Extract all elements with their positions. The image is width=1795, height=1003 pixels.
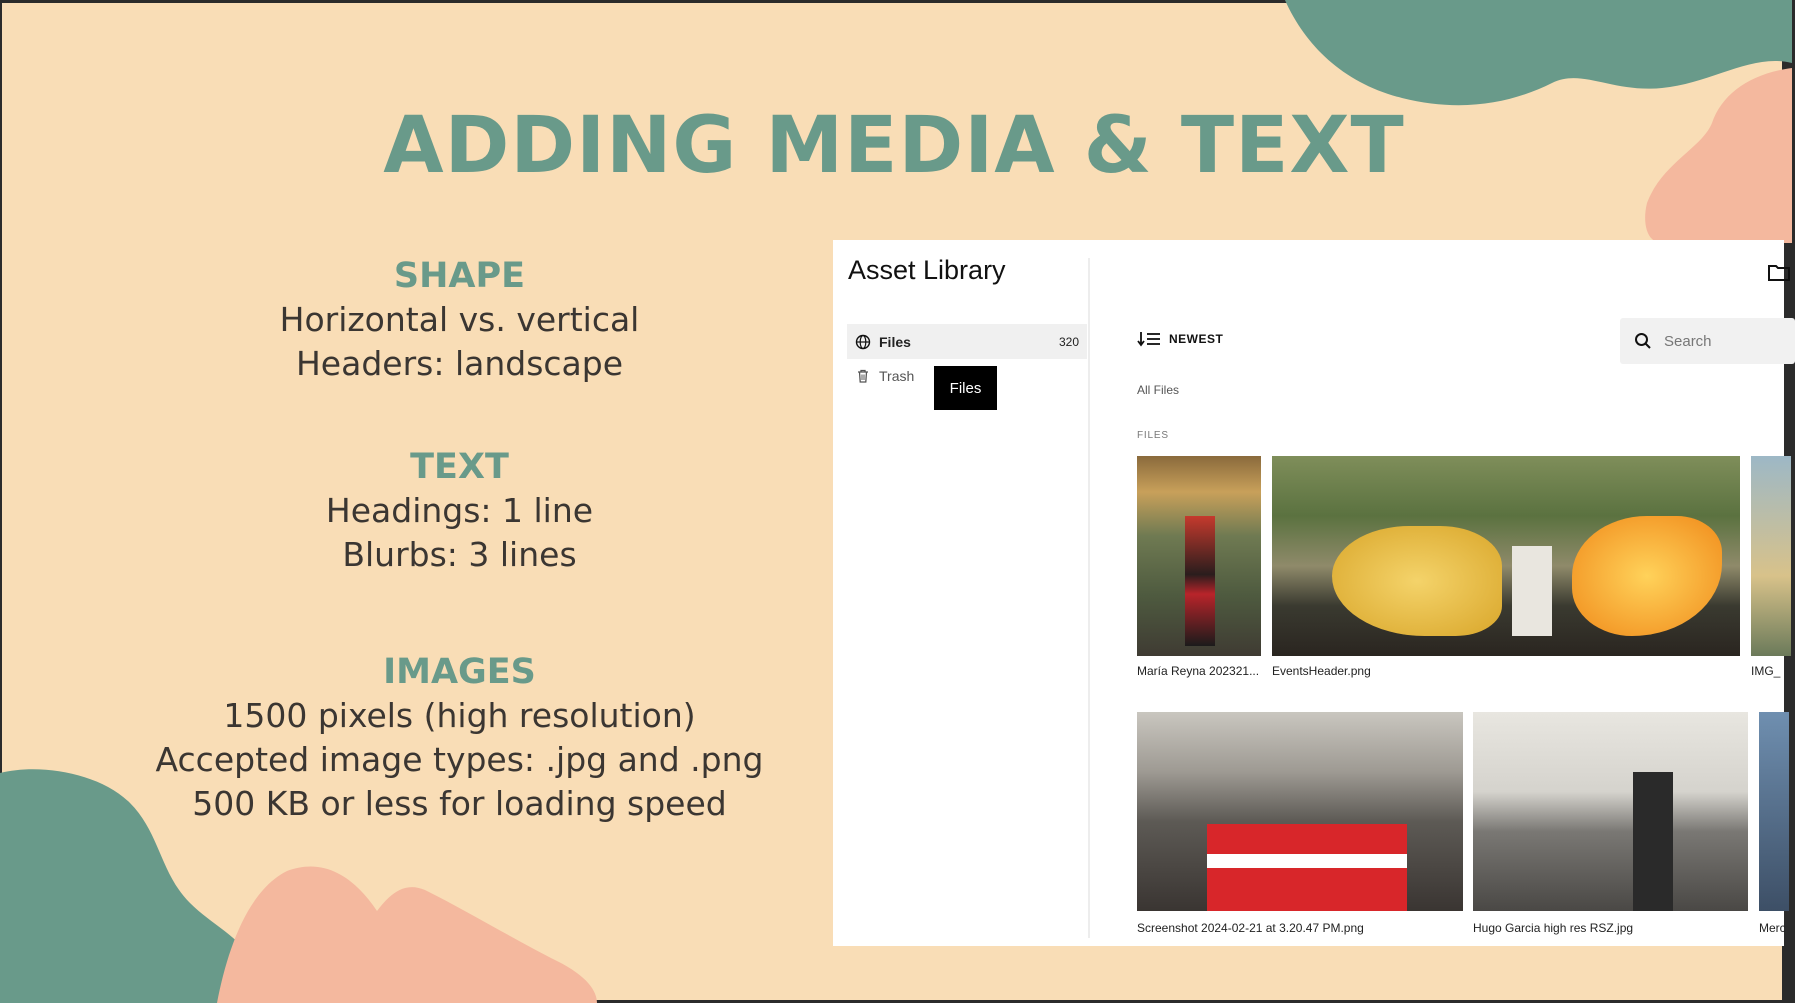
file-thumbnail-screenshot[interactable] — [1137, 712, 1463, 911]
images-line-2: Accepted image types: .jpg and .png — [155, 740, 764, 779]
text-heading: TEXT — [410, 447, 509, 487]
file-caption: Screenshot 2024-02-21 at 3.20.47 PM.png — [1137, 921, 1364, 935]
file-caption: IMG_ — [1751, 664, 1781, 678]
file-thumbnail-img[interactable] — [1751, 456, 1791, 656]
file-thumbnail-merc[interactable] — [1759, 712, 1789, 911]
file-thumbnail-hugo-garcia[interactable] — [1473, 712, 1748, 911]
file-caption: Merc — [1759, 921, 1786, 935]
images-heading: IMAGES — [383, 652, 536, 692]
file-thumbnail-events-header[interactable] — [1272, 456, 1740, 656]
text-line-2: Blurbs: 3 lines — [342, 535, 577, 574]
sidebar-item-files[interactable] — [847, 324, 1087, 359]
folder-icon[interactable] — [1768, 264, 1790, 287]
sort-newest-button[interactable] — [1137, 331, 1223, 347]
asset-library-panel — [833, 240, 1784, 946]
images-section — [132, 650, 787, 826]
breadcrumb[interactable]: All Files — [1137, 383, 1180, 397]
text-section — [132, 445, 787, 577]
globe-icon — [855, 334, 871, 350]
file-caption: EventsHeader.png — [1272, 664, 1371, 678]
file-thumbnail-maria-reyna[interactable] — [1137, 456, 1261, 656]
shape-heading: SHAPE — [393, 256, 526, 296]
search-placeholder: Search — [1664, 332, 1712, 350]
images-line-3: 500 KB or less for loading speed — [192, 784, 727, 823]
search-input[interactable] — [1620, 318, 1795, 364]
salmon-blob-bottom-left — [217, 861, 597, 1003]
files-count: 320 — [1058, 334, 1079, 349]
files-tooltip: Files — [934, 366, 997, 410]
slide — [2, 3, 1786, 1000]
search-icon — [1634, 332, 1652, 350]
slide-title: ADDING MEDIA & TEXT — [383, 101, 1405, 191]
sidebar-item-label: Trash — [879, 367, 915, 384]
sidebar-item-label: Files — [879, 333, 911, 350]
file-caption: María Reyna 202321... — [1137, 664, 1260, 678]
trash-icon — [855, 368, 871, 384]
text-line-1: Headings: 1 line — [325, 491, 594, 530]
file-caption: Hugo Garcia high res RSZ.jpg — [1473, 921, 1634, 935]
shape-line-2: Headers: landscape — [295, 344, 624, 383]
sidebar-divider — [1088, 258, 1090, 938]
sort-icon — [1137, 331, 1161, 347]
shape-line-1: Horizontal vs. vertical — [279, 300, 640, 339]
files-section-label: FILES — [1137, 430, 1169, 441]
asset-library-title: Asset Library — [848, 255, 1006, 285]
sort-label: NEWEST — [1169, 332, 1224, 346]
images-line-1: 1500 pixels (high resolution) — [223, 696, 696, 735]
shape-section — [132, 254, 787, 386]
